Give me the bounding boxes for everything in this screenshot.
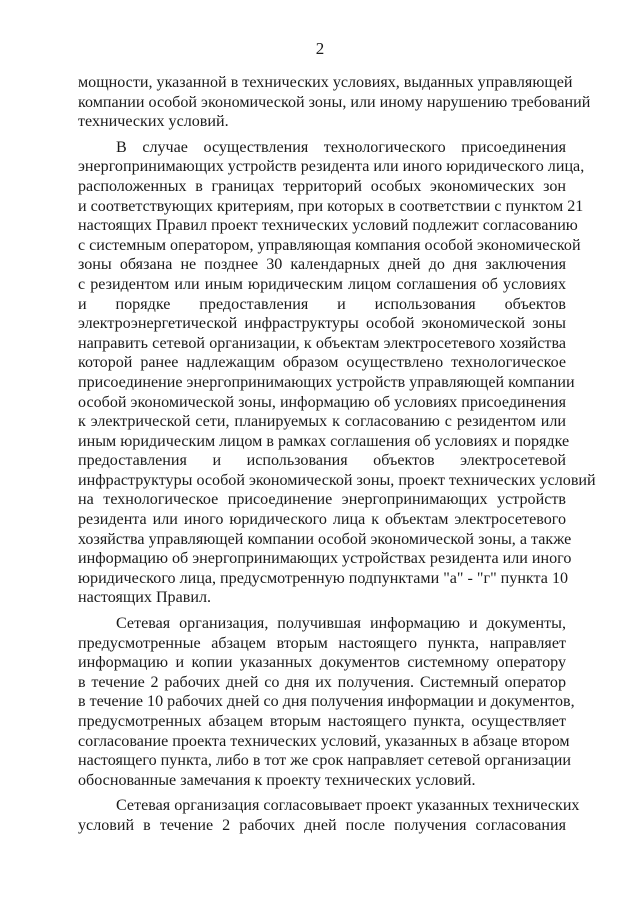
text-line: предусмотренные абзацем вторым настоящего пункта, направляет xyxy=(78,634,566,652)
paragraph xyxy=(78,73,591,132)
text-line: Сетевая организация, получившая информацию и документы, xyxy=(116,615,566,633)
text-line: условий в течение 2 рабочих дней после получения согласования xyxy=(78,816,566,834)
text-line: расположенных в границах территорий особых экономических зон xyxy=(78,177,566,195)
text-line: согласование проекта технических условий, указанных в абзаце втором xyxy=(78,732,570,750)
text-line: с резидентом или иным юридическим лицом соглашения об условиях xyxy=(78,275,566,293)
page-number: 2 xyxy=(315,39,325,58)
text-line: в течение 10 рабочих дней со дня получения информации и документов, xyxy=(78,693,575,711)
text-line: резидента или иного юридического лица к объектам электросетевого xyxy=(78,511,566,529)
text-line: на технологическое присоединение энергопринимающих устройств xyxy=(78,491,566,509)
text-line: технических условий. xyxy=(78,113,229,131)
text-line: зоны обязана не позднее 30 календарных дней до дня заключения xyxy=(78,256,566,274)
text-line: которой ранее надлежащим образом осуществлено технологическое xyxy=(78,354,566,372)
text-line: в течение 2 рабочих дней со дня их получения. Системный оператор xyxy=(78,673,566,691)
text-line: мощности, указанной в технических условиях, выданных управляющей xyxy=(78,74,573,91)
text-line: настоящих Правил. xyxy=(78,589,212,607)
text-line: инфраструктуры особой экономической зоны, проект технических условий xyxy=(78,471,596,489)
paragraph xyxy=(78,614,575,790)
text-line: энергопринимающих устройств резидента или иного юридического лица, xyxy=(78,158,585,176)
text-line: компании особой экономической зоны, или иному нарушению требований xyxy=(78,93,591,111)
text-line: присоединение энергопринимающих устройств управляющей компании xyxy=(78,373,575,391)
text-line: и соответствующих критериям, при которых в соответствии с пунктом 21 xyxy=(78,197,584,215)
text-line: иным юридическим лицом в рамках соглашения об условиях и порядке xyxy=(78,432,570,450)
text-line: и порядке предоставления и использования объектов xyxy=(78,295,566,313)
text-line: особой экономической зоны, информацию об условиях присоединения xyxy=(78,393,566,411)
text-line: В случае осуществления технологического присоединения xyxy=(116,138,566,156)
text-line: с системным оператором, управляющая компания особой экономической xyxy=(78,236,581,254)
text-line: юридического лица, предусмотренную подпунктами "а" - "г" пункта 10 xyxy=(78,569,569,587)
paragraph xyxy=(78,138,596,608)
document-body xyxy=(78,73,596,842)
text-line: информацию об энергопринимающих устройствах резидента или иного xyxy=(78,550,572,568)
text-line: настоящих Правил проект технических условий подлежит согласованию xyxy=(78,217,578,235)
text-line: электроэнергетической инфраструктуры особой экономической зоны xyxy=(78,315,566,333)
text-line: хозяйства управляющей компании особой экономической зоны, а также xyxy=(78,530,572,548)
text-line: предоставления и использования объектов электросетевой xyxy=(78,452,566,470)
text-line: настоящего пункта, либо в тот же срок направляет сетевой организации xyxy=(78,752,571,770)
paragraph xyxy=(78,796,580,835)
text-line: предусмотренных абзацем вторым настоящего пункта, осуществляет xyxy=(78,713,566,730)
text-line: к электрической сети, планируемых к согласованию с резидентом или xyxy=(78,413,566,431)
text-line: Сетевая организация согласовывает проект указанных технических xyxy=(116,797,580,815)
text-line: обоснованные замечания к проекту технических условий. xyxy=(78,771,476,789)
text-line: направить сетевой организации, к объектам электросетевого хозяйства xyxy=(78,334,566,352)
text-line: информацию и копии указанных документов системному оператору xyxy=(78,654,566,672)
